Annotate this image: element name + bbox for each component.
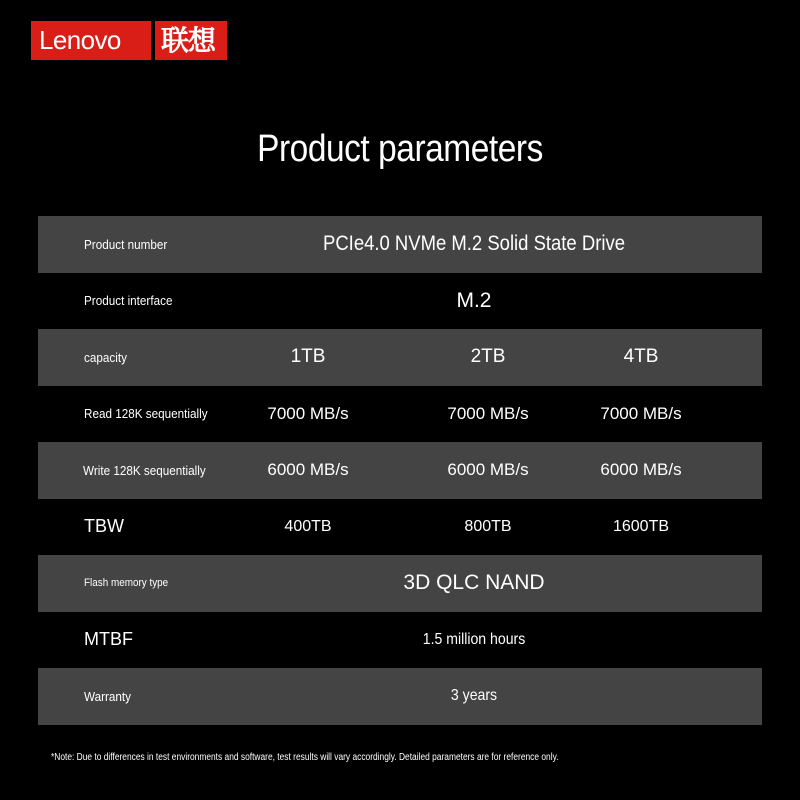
footnote: *Note: Due to differences in test environments and software, test results will vary accordingly. Detailed parameters are for reference only. — [51, 752, 559, 763]
row-value: M.2 — [456, 288, 492, 312]
row-value: 400TB — [284, 517, 332, 535]
row-value: 6000 MB/s — [447, 460, 529, 480]
table-row-product-number — [38, 216, 762, 273]
row-label: MTBF — [84, 629, 133, 650]
row-label: Product number — [84, 236, 168, 252]
row-value: 1.5 million hours — [422, 630, 526, 648]
row-label: capacity — [84, 349, 127, 365]
row-label: Read 128K sequentially — [84, 406, 208, 422]
row-value: 1600TB — [612, 517, 670, 535]
row-value: 6000 MB/s — [267, 460, 349, 480]
table-row-product-interface — [38, 273, 762, 330]
row-value: PCIe4.0 NVMe M.2 Solid State Drive — [323, 232, 625, 256]
row-value: 7000 MB/s — [447, 403, 529, 423]
parameters-table — [38, 216, 762, 725]
row-value: 2TB — [470, 346, 506, 368]
row-value: 7000 MB/s — [267, 403, 349, 423]
row-value: 4TB — [623, 346, 659, 368]
row-label: Write 128K sequentially — [83, 462, 206, 478]
logo-chinese-text: 联想 — [161, 24, 216, 57]
row-label: TBW — [84, 516, 124, 537]
table-row-flash-memory-type — [38, 555, 762, 612]
lenovo-logo — [31, 21, 227, 60]
row-value: 3 years — [450, 687, 498, 705]
row-value: 800TB — [464, 517, 512, 535]
table-row-tbw — [38, 499, 762, 556]
table-row-read-speed — [38, 386, 762, 443]
row-label: Flash memory type — [84, 577, 169, 590]
table-row-mtbf — [38, 612, 762, 669]
logo-english-text: Lenovo — [39, 25, 121, 55]
row-value: 6000 MB/s — [600, 460, 682, 480]
row-value: 7000 MB/s — [600, 403, 682, 423]
table-row-capacity — [38, 329, 762, 386]
page-title: Product parameters — [257, 128, 543, 170]
logo-divider — [151, 21, 155, 60]
row-label: Warranty — [84, 688, 132, 704]
table-row-warranty — [38, 668, 762, 725]
row-value: 3D QLC NAND — [403, 571, 545, 595]
row-label: Product interface — [84, 293, 173, 309]
row-value: 1TB — [290, 346, 326, 368]
table-row-write-speed — [38, 442, 762, 499]
